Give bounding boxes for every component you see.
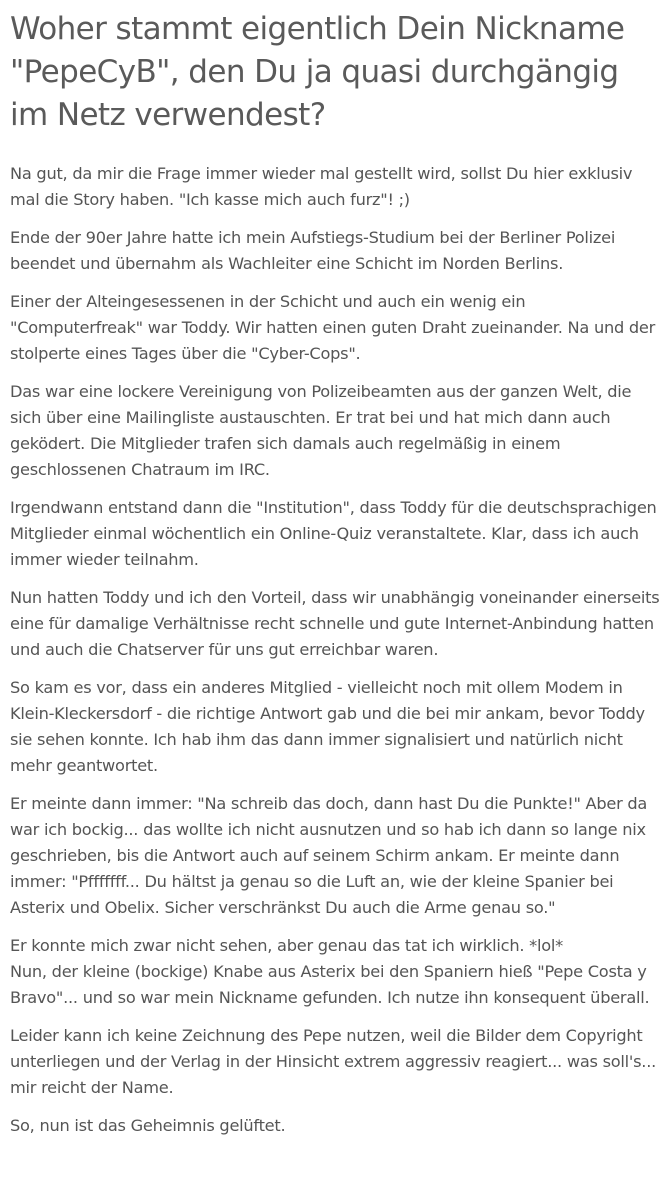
paragraph-line: Einer der Alteingesessenen in der Schicht und auch ein wenig ein "Computerfreak" war Toddy. Wir hatten einen guten Draht zueinander. Na und der stolperte eines Tages über die "Cyber-Cops". xyxy=(10,292,656,363)
paragraph-line: Nun, der kleine (bockige) Knabe aus Asterix bei den Spaniern hieß "Pepe Costa y Bravo"... und so war mein Nickname gefunden. Ich nutze ihn konsequent überall. xyxy=(10,962,650,1007)
paragraph-line: Nun hatten Toddy und ich den Vorteil, dass wir unabhängig voneinander einerseits eine für damalige Verhältnisse recht schnelle und gute Internet-Anbindung hatten und auch die Chatserver für uns gut erreichbar waren. xyxy=(10,588,660,659)
paragraph-4 xyxy=(10,379,660,483)
paragraph-9 xyxy=(10,933,660,1011)
paragraph-8 xyxy=(10,791,660,921)
paragraph-7 xyxy=(10,675,660,779)
paragraph-line: So, nun ist das Geheimnis gelüftet. xyxy=(10,1116,286,1135)
paragraph-10 xyxy=(10,1023,660,1101)
paragraph-line: Er konnte mich zwar nicht sehen, aber genau das tat ich wirklich. *lol* xyxy=(10,936,563,955)
paragraph-6 xyxy=(10,585,660,663)
paragraph-line: Leider kann ich keine Zeichnung des Pepe nutzen, weil die Bilder dem Copyright unterliegen und der Verlag in der Hinsicht extrem aggressiv reagiert... was soll's... mir reicht der Name. xyxy=(10,1026,656,1097)
article-title: Woher stammt eigentlich Dein Nickname "PepeCyB", den Du ja quasi durchgängig im Netz verwendest? xyxy=(10,11,625,133)
paragraph-11 xyxy=(10,1113,660,1139)
paragraph-5 xyxy=(10,495,660,573)
paragraph-line: Er meinte dann immer: "Na schreib das doch, dann hast Du die Punkte!" Aber da war ich bockig... das wollte ich nicht ausnutzen und so hab ich dann so lange nix geschrieben, bis die Antwort auch auf seinem Schirm ankam. Er meinte dann immer: "Pfffffff... Du hältst ja genau so die Luft an, wie der kleine Spanier bei Asterix und Obelix. Sicher verschränkst Du auch die Arme genau so." xyxy=(10,794,648,917)
paragraph-line: Irgendwann entstand dann die "Institution", dass Toddy für die deutschsprachigen Mitglieder einmal wöchentlich ein Online-Quiz veranstaltete. Klar, dass ich auch immer wieder teilnahm. xyxy=(10,498,657,569)
paragraph-line: So kam es vor, dass ein anderes Mitglied - vielleicht noch mit ollem Modem in Klein-Kleckersdorf - die richtige Antwort gab und die bei mir ankam, bevor Toddy sie sehen konnte. Ich hab ihm das dann immer signalisiert und natürlich nicht mehr geantwortet. xyxy=(10,678,645,775)
paragraph-1 xyxy=(10,161,660,213)
paragraph-line: Das war eine lockere Vereinigung von Polizeibeamten aus der ganzen Welt, die sich über eine Mailingliste austauschten. Er trat bei und hat mich dann auch geködert. Die Mitglieder trafen sich damals auch regelmäßig in einem geschlossenen Chatraum im IRC. xyxy=(10,382,632,479)
paragraph-2 xyxy=(10,225,660,277)
paragraph-line: Na gut, da mir die Frage immer wieder mal gestellt wird, sollst Du hier exklusiv mal die Story haben. "Ich kasse mich auch furz"! ;) xyxy=(10,164,633,209)
paragraph-3 xyxy=(10,289,660,367)
paragraph-line: Ende der 90er Jahre hatte ich mein Aufstiegs-Studium bei der Berliner Polizei beendet und übernahm als Wachleiter eine Schicht im Norden Berlins. xyxy=(10,228,616,273)
